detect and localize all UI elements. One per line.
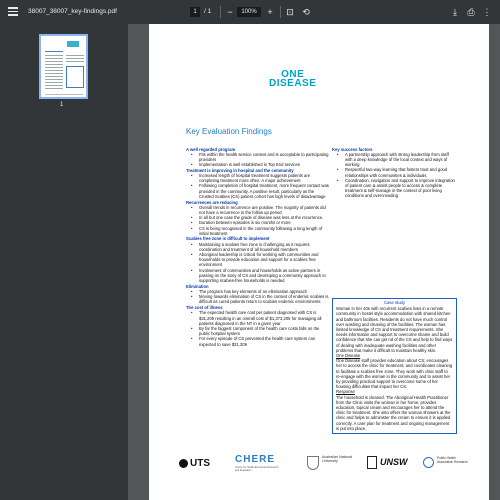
bullet-item: • Duration between episodes is six months or more: [199, 220, 329, 225]
bullet-item: • Increased length of hospital treatment suggests patients are completing treatment more often. A major achievement: [199, 173, 329, 183]
zoom-level-input[interactable]: 100%: [237, 7, 261, 17]
bullet-item: • Overall trends in recurrence are positive. The majority of patients did not have a recurrence in the follow up period: [199, 205, 329, 215]
zoom-in-button[interactable]: +: [267, 7, 273, 17]
pdf-page: [149, 24, 489, 500]
case-study-subheading: Response: [336, 389, 355, 395]
thumbnail-line: [45, 55, 63, 56]
bullet-item: • Coordination, navigation and support to improve integration of patient care & assist people to access & complete treatment & self-manage in the context of poor living conditions and overcrowding: [345, 178, 457, 199]
section-title: A well regarded program: [186, 146, 236, 152]
thumbnail-line: [45, 82, 63, 83]
bullet-item: • By far the biggest component of the health care costs falls on the public hospital system: [199, 326, 329, 336]
partner-logos: [179, 454, 469, 480]
bullet-item: • Moving towards elimination of CS in the context of endemic scabies is difficult as cured patients return to scabies endemic environments: [199, 294, 329, 304]
bullet-list: [186, 152, 329, 168]
print-icon[interactable]: ⎙: [467, 7, 475, 17]
bullet-item: • A partnership approach with strong leadership from staff with a deep knowledge of the local context and ways of working: [345, 152, 457, 168]
pha-logo: [423, 454, 469, 474]
bullet-item: • Fits within the health service context and is acceptable to participating providers: [199, 152, 329, 162]
bullet-list: [186, 289, 329, 305]
thumbnail-line: [45, 88, 63, 89]
thumbnail-line: [66, 61, 84, 62]
file-name: 38007_38007_key-findings.pdf: [28, 8, 117, 15]
section-title: The cost of illness: [186, 305, 223, 311]
section-title: Scabies free zone is difficult to implement: [186, 236, 270, 242]
thumbnail-sidebar: [0, 24, 128, 500]
logo-line1: ONE: [281, 69, 305, 80]
case-study-intro: Woman in her 40s with recurrent scabies lives in a remote community in hostel style accommodation with shared kitchen and bathroom facilities. Residents do not have much control over washing and cleaning of the facilities. The woman has limited knowledge of CS and treatment requirements. She needs information and support to overcome shame and build confidence that she can get rid of the CS and help to find ways of dealing with inadequate washing facilities and other problems that make it difficult to maintain healthy skin.: [336, 306, 453, 353]
thumbnail-page-number: 1: [60, 102, 64, 108]
thumbnail-casebox: [66, 66, 84, 88]
bullet-item: • The expected health care cost per patient diagnosed with CS is $31,209 resulting in an overall cost of $1,373,205 for managing all patients diagnosed in the NT in a given year: [199, 310, 329, 326]
unsw-crest-icon: [367, 456, 377, 469]
uts-mark-icon: [179, 459, 188, 468]
bullet-list: [186, 173, 329, 199]
one-disease-logo: [269, 70, 316, 88]
thumbnail-logo: [67, 41, 79, 47]
logo-line2: DISEASE: [269, 78, 317, 89]
section-title: Key success factors: [332, 146, 373, 152]
section-title: Elimination: [186, 283, 209, 289]
thumbnail-line: [45, 51, 63, 52]
bullet-item: • The program has key elements of an elimination approach: [199, 289, 329, 294]
anu-logo-text: Australian National University: [322, 455, 353, 464]
pdf-toolbar: [0, 0, 500, 24]
fit-page-icon[interactable]: ⊡: [286, 7, 294, 17]
page-total: / 1: [204, 8, 212, 15]
thumbnail-line: [45, 64, 63, 65]
thumbnail-logos: [45, 94, 83, 95]
bullet-item: • Respectful two-way learning that fosters trust and good relationships with communities & individuals: [345, 167, 457, 177]
anu-logo: [307, 454, 357, 474]
zoom-out-button[interactable]: −: [227, 7, 233, 17]
bullet-item: • In all but one case the grade of disease was less at the recurrence.: [199, 215, 329, 220]
case-study-title: Case study: [384, 300, 405, 305]
thumbnail-line: [66, 55, 84, 56]
bullet-item: • Maintaining a scabies free zone is challenging as it requires coordination and treatment of all household members: [199, 242, 329, 252]
bullet-item: • Following completion of hospital treatment, more frequent contact was provided in the community. A positive result, particularly as the Crusted Scabies (CS) patient cohort has high levels of disadvantage: [199, 183, 329, 199]
bullet-item: • Involvement of communities and households as active partners in passing on the story of CS and developing a community approach to supporting scabies-free households is needed: [199, 268, 329, 284]
thumbnail-line: [45, 73, 63, 74]
unsw-logo: [367, 454, 413, 474]
bullet-list: [332, 152, 457, 199]
bullet-list: [186, 310, 329, 346]
case-study-paragraph: One Disease staff provides education about CS; encourages her to access the clinic for treatment; and coordinates cleaning to facilitate a scabies free zone. They work with clinic staff to re-engage with the woman in the community and to assist her by providing practical support to overcome some of her housing difficulties that impact her CS.: [336, 358, 453, 390]
thumbnail-line: [45, 79, 63, 80]
case-study-paragraph: The household is cleaned. The Aboriginal Health Practitioner from the Clinic visits the woman in her home, provides education, topical cream and encourages her to attend the clinic for treatment. She also offers the woman showers at the clinic and helps to administer the cream to ensure it is applied correctly. A care plan for treatment and ongoing management is put into place.: [336, 394, 451, 431]
right-column: [332, 146, 457, 199]
pha-logo-text: Public Health Association Research: [437, 456, 468, 464]
pha-circle-icon: [423, 457, 434, 468]
thumbnail-line: [45, 61, 63, 62]
uts-logo: [179, 454, 210, 474]
anu-crest-icon: [307, 456, 319, 470]
uts-logo-text: UTS: [190, 458, 210, 469]
chere-logo-text: CHERE: [235, 454, 276, 465]
left-column: [186, 146, 329, 347]
bullet-item: • CS is being recognised in the community following a long length of initial treatment: [199, 226, 329, 236]
toolbar-divider: [220, 6, 221, 18]
case-study-box: [332, 298, 457, 434]
section-title: Recurrences are reducing: [186, 199, 238, 205]
page-heading: Key Evaluation Findings: [186, 127, 272, 136]
bullet-item: • For every episode of CS prevented the health care system can expected to save $31,209: [199, 336, 329, 346]
thumbnail-line: [45, 70, 63, 71]
download-icon[interactable]: ⤓: [453, 7, 457, 17]
chere-logo: [235, 454, 283, 474]
rotate-icon[interactable]: ⟲: [302, 7, 310, 17]
thumbnail-line: [45, 85, 63, 86]
case-study-subheading: One Disease: [336, 353, 361, 359]
page-number-input[interactable]: 1: [190, 7, 200, 17]
more-options-icon[interactable]: ⋮: [482, 7, 492, 17]
thumbnail-line: [45, 67, 63, 68]
bullet-item: • Implementation is well established in Top End services: [199, 162, 329, 167]
unsw-logo-text: UNSW: [380, 457, 408, 467]
thumbnail-line: [45, 76, 63, 77]
section-title: Treatment is improving in hospital and the community: [186, 167, 294, 173]
bullet-list: [186, 205, 329, 236]
thumbnail-line: [45, 58, 63, 59]
chere-logo-subtitle: Centre for Health Economics Research and Evaluation: [235, 466, 279, 472]
bullet-item: • Aboriginal leadership is critical for working with communities and households to provide education and support for a scabies free environment: [199, 252, 329, 268]
menu-icon[interactable]: [8, 7, 18, 17]
thumbnail-line: [66, 58, 84, 59]
page-thumbnail[interactable]: [39, 34, 88, 99]
bullet-list: [186, 242, 329, 284]
toolbar-divider: [280, 6, 281, 18]
